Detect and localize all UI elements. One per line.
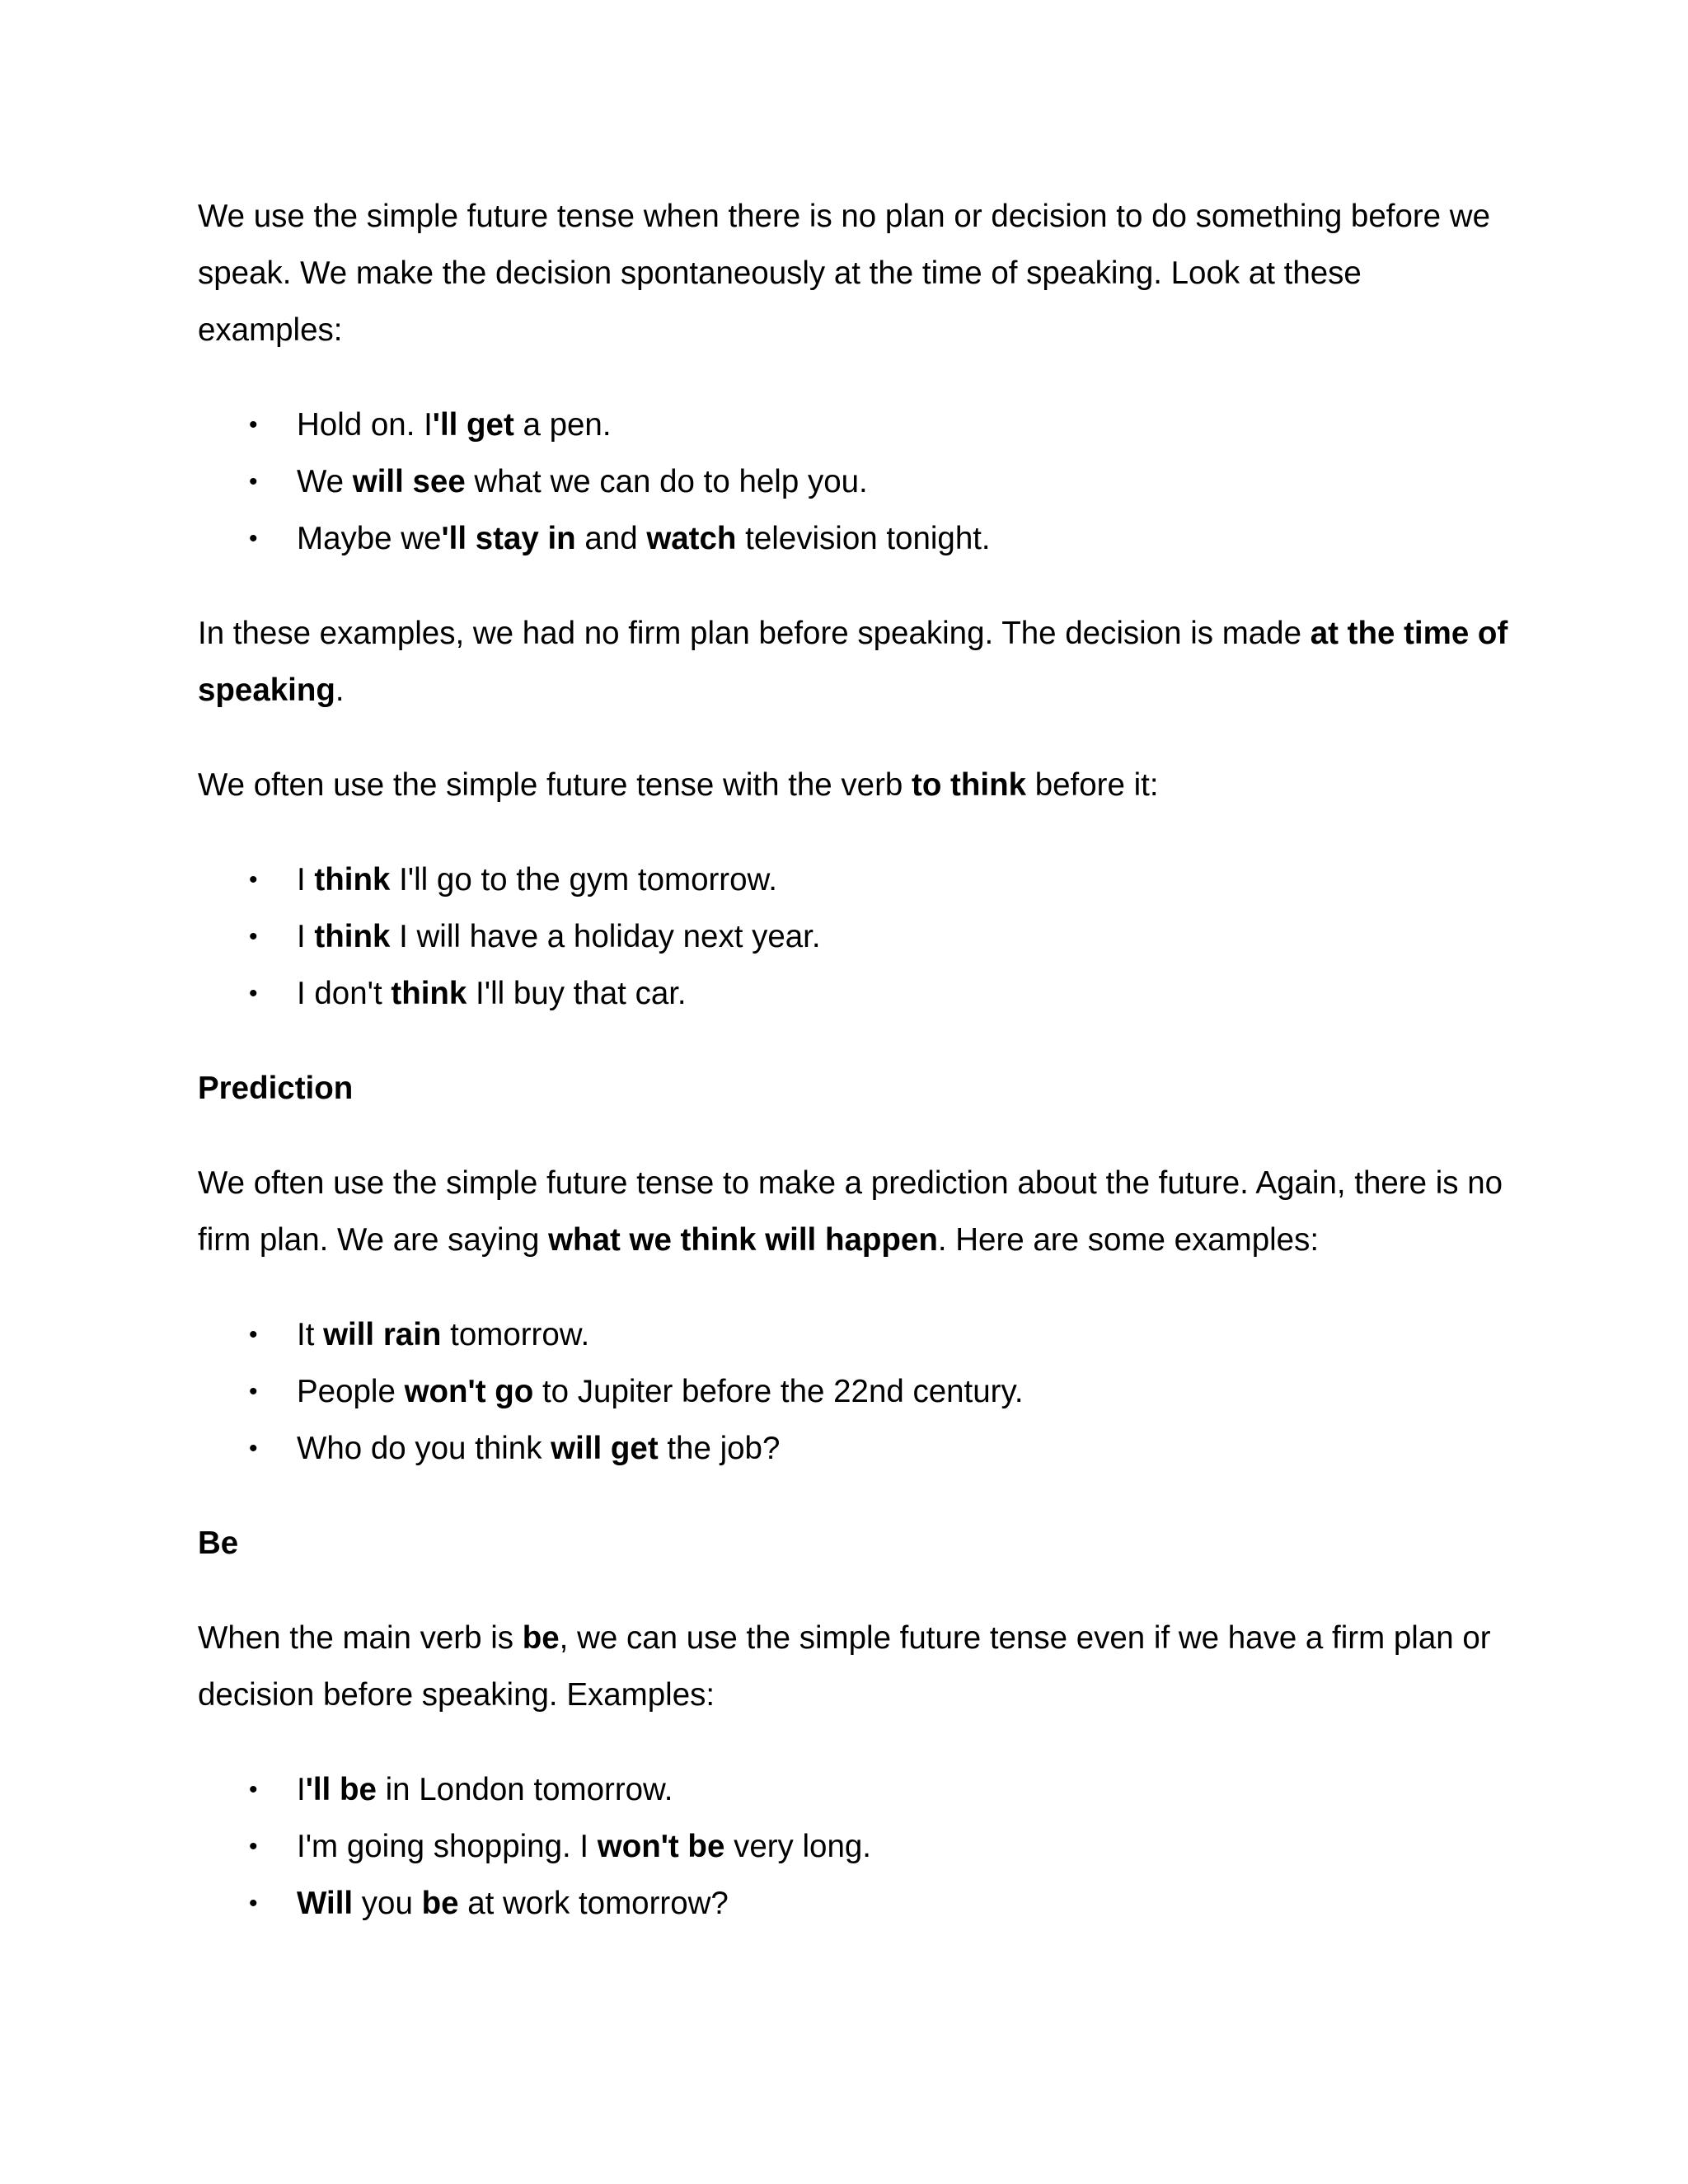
list-item: • I'll be in London tomorrow. <box>198 1761 1508 1818</box>
list-item: • Hold on. I'll get a pen. <box>198 396 1508 453</box>
examples-list-be <box>198 1761 1508 1932</box>
bullet-icon: • <box>249 525 258 552</box>
list-item: • Maybe we'll stay in and watch television tonight. <box>198 510 1508 567</box>
bullet-icon: • <box>249 1776 258 1803</box>
prediction-paragraph: We often use the simple future tense to make a prediction about the future. Again, there is no firm plan. We are saying what we think will happen. Here are some examples: <box>198 1165 1503 1258</box>
examples-list-spontaneous <box>198 396 1508 567</box>
list-item: • I don't think I'll buy that car. <box>198 965 1508 1022</box>
bullet-icon: • <box>249 1833 258 1860</box>
document-page <box>198 188 1508 1970</box>
bullet-icon: • <box>249 1321 258 1348</box>
bullet-icon: • <box>249 1890 258 1917</box>
think-paragraph: We often use the simple future tense with the verb to think before it: <box>198 767 1159 803</box>
list-item: • We will see what we can do to help you. <box>198 453 1508 510</box>
examples-list-prediction <box>198 1306 1508 1477</box>
heading-be: Be <box>198 1526 239 1561</box>
bullet-icon: • <box>249 1378 258 1405</box>
list-item: • Who do you think will get the job? <box>198 1420 1508 1477</box>
bullet-icon: • <box>249 923 258 950</box>
list-item: • Will you be at work tomorrow? <box>198 1875 1508 1932</box>
list-item: • I think I will have a holiday next year. <box>198 908 1508 965</box>
bullet-icon: • <box>249 980 258 1007</box>
bullet-icon: • <box>249 1435 258 1462</box>
heading-prediction: Prediction <box>198 1071 354 1106</box>
intro-paragraph: We use the simple future tense when there is no plan or decision to do something before we speak. We make the decision spontaneously at the time of speaking. Look at these examples: <box>198 199 1491 348</box>
bullet-icon: • <box>249 411 258 438</box>
explanation-paragraph: In these examples, we had no firm plan before speaking. The decision is made at the time of speaking. <box>198 616 1508 708</box>
examples-list-think <box>198 851 1508 1022</box>
be-paragraph: When the main verb is be, we can use the simple future tense even if we have a firm plan or decision before speaking. Examples: <box>198 1620 1491 1713</box>
bullet-icon: • <box>249 866 258 893</box>
list-item: • People won't go to Jupiter before the 22nd century. <box>198 1363 1508 1420</box>
bullet-icon: • <box>249 468 258 495</box>
list-item: • I think I'll go to the gym tomorrow. <box>198 851 1508 908</box>
list-item: • I'm going shopping. I won't be very long. <box>198 1818 1508 1875</box>
list-item: • It will rain tomorrow. <box>198 1306 1508 1363</box>
